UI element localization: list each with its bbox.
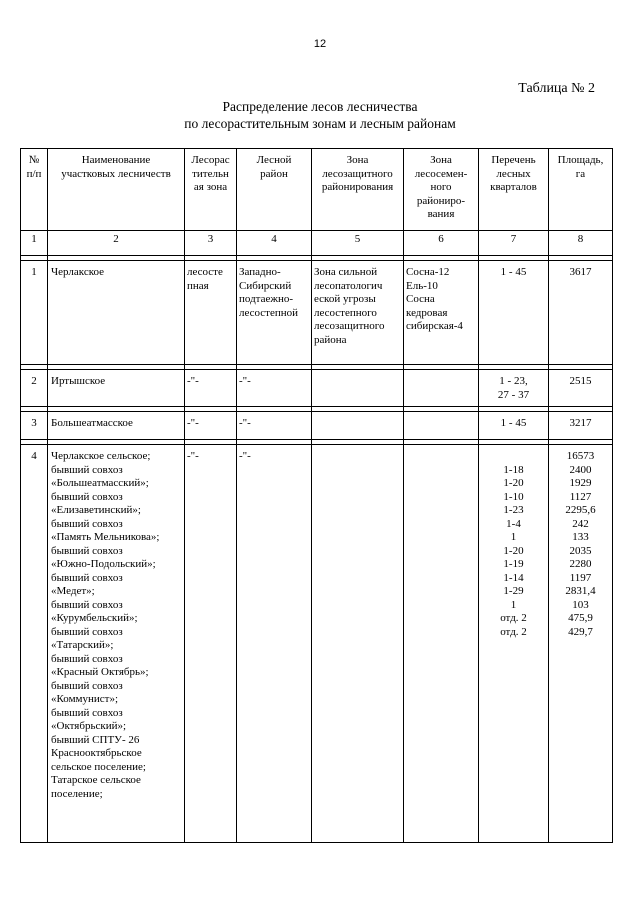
row-seed-zone: [404, 261, 479, 365]
text-line: бывший совхоз: [51, 652, 123, 665]
text-line: лесостепной: [239, 306, 299, 319]
title-line-1: Распределение лесов лесничества: [222, 99, 418, 114]
row-seed-zone: [404, 370, 479, 407]
row-name: [48, 370, 185, 407]
forest-distribution-table: [20, 148, 613, 843]
page-number: 12: [313, 38, 327, 50]
column-number: 7: [479, 231, 549, 256]
row-zone: [185, 412, 237, 440]
text-line: п/п: [26, 167, 42, 180]
row-num: 2: [21, 370, 48, 407]
row-seed-zone: [404, 412, 479, 440]
text-line: Сибирский: [239, 279, 292, 292]
text-line: га: [575, 167, 586, 180]
text-line: тительн: [192, 167, 229, 180]
header-quarters: [479, 149, 549, 231]
row-protect-zone: [312, 445, 404, 843]
text-line: лесосте: [187, 266, 223, 278]
text-line: 3617: [569, 266, 592, 278]
text-line: лесозащитного: [314, 320, 385, 332]
text-line: 1929: [569, 477, 592, 489]
text-line: бывший совхоз: [51, 679, 123, 692]
text-line: 1: [510, 598, 517, 611]
text-line: «Октябрьский»;: [51, 720, 127, 732]
text-line: «Елизаветинский»;: [51, 504, 141, 516]
row-quarters: [479, 370, 549, 407]
text-line: 1-18: [503, 463, 524, 476]
text-line: Зона: [346, 154, 369, 166]
text-line: 2400: [569, 463, 592, 476]
text-line: 1 - 45: [500, 266, 527, 278]
table-body: [21, 256, 613, 843]
text-line: лесозащитного: [322, 167, 393, 180]
text-line: района: [314, 333, 347, 346]
text-line: -"-: [187, 375, 199, 387]
column-number: 1: [21, 231, 48, 256]
row-region: [237, 412, 312, 440]
text-line: отд. 2: [500, 625, 527, 638]
header-zone: [185, 149, 237, 231]
text-line: участковых лесничеств: [61, 167, 171, 180]
text-line: Черлакское сельское;: [51, 450, 151, 462]
text-line: 1-4: [506, 517, 521, 530]
table-row: [21, 261, 613, 365]
row-area: [549, 261, 613, 365]
text-line: 1 - 23,: [499, 375, 528, 387]
text-line: Татарское сельское: [51, 774, 141, 786]
text-line: «Коммунист»;: [51, 693, 119, 705]
row-num: 1: [21, 261, 48, 365]
text-line: лесостепного: [314, 306, 377, 319]
text-line: бывший совхоз: [51, 706, 123, 719]
row-name: [48, 261, 185, 365]
row-zone: [185, 445, 237, 843]
text-line: Западно-: [239, 266, 281, 278]
text-line: 1197: [569, 571, 592, 584]
text-line: 1-20: [503, 477, 524, 489]
table-row: [21, 370, 613, 407]
text-line: Иртышское: [51, 375, 106, 387]
text-line: «Большеатмасский»;: [51, 477, 149, 489]
text-line: бывший совхоз: [51, 544, 123, 557]
table-row: [21, 445, 613, 843]
text-line: кварталов: [490, 181, 537, 193]
text-line: Большеатмасское: [51, 417, 133, 429]
text-line: 429,7: [568, 625, 593, 638]
text-line: подтаежно-: [239, 293, 294, 305]
text-line: 3217: [569, 417, 592, 429]
row-region: [237, 261, 312, 365]
text-line: сибирская-4: [406, 320, 463, 332]
text-line: бывший совхоз: [51, 598, 123, 611]
text-line: 1-14: [503, 571, 524, 584]
text-line: №: [28, 154, 40, 166]
text-line: -"-: [239, 375, 251, 387]
text-line: лесосемен-: [414, 167, 468, 180]
text-line: Лесной: [256, 154, 292, 166]
header-row: [21, 149, 613, 231]
text-line: ного: [430, 181, 452, 193]
text-line: Лесорас: [191, 154, 230, 166]
text-line: бывший совхоз: [51, 517, 123, 530]
row-quarters: [479, 261, 549, 365]
row-zone: [185, 370, 237, 407]
text-line: «Медет»;: [51, 585, 95, 597]
text-line: бывший совхоз: [51, 625, 123, 638]
row-area: [549, 412, 613, 440]
column-number: 8: [549, 231, 613, 256]
text-line: -"-: [187, 450, 199, 462]
text-line: Краснооктябрьское: [51, 747, 142, 759]
text-line: «Южно-Подольский»;: [51, 558, 156, 570]
text-line: лесопатологич: [314, 279, 383, 292]
text-line: бывший СПТУ- 26: [51, 733, 140, 746]
table-label: Таблица № 2: [518, 81, 595, 96]
text-line: Зона сильной: [314, 266, 378, 278]
row-zone: [185, 261, 237, 365]
text-line: районирования: [321, 181, 394, 193]
text-line: бывший совхоз: [51, 463, 123, 476]
text-line: 103: [572, 598, 589, 611]
text-line: Сосна-12: [406, 266, 450, 278]
row-region: [237, 370, 312, 407]
text-line: 2035: [569, 544, 592, 557]
row-num: 3: [21, 412, 48, 440]
header-region: [237, 149, 312, 231]
text-line: район: [260, 167, 288, 180]
text-line: Зона: [430, 154, 452, 166]
table-title: [0, 98, 640, 132]
text-line: Черлакское: [51, 266, 105, 278]
column-number: 3: [185, 231, 237, 256]
text-line: [479, 450, 548, 464]
row-protect-zone: [312, 412, 404, 440]
text-line: 2515: [569, 375, 592, 387]
text-line: 1127: [569, 490, 592, 503]
text-line: «Память Мельникова»;: [51, 531, 160, 543]
row-quarters: [479, 445, 549, 843]
column-number: 2: [48, 231, 185, 256]
text-line: 1-20: [503, 544, 524, 557]
text-line: бывший совхоз: [51, 571, 123, 584]
column-number: 5: [312, 231, 404, 256]
text-line: -"-: [239, 450, 251, 462]
text-line: лесных: [496, 167, 531, 180]
row-region: [237, 445, 312, 843]
title-line-2: по лесорастительным зонам и лесным районам: [184, 116, 456, 131]
text-line: 27 - 37: [497, 388, 530, 401]
text-line: пная: [187, 279, 209, 292]
row-seed-zone: [404, 445, 479, 843]
text-line: поселение;: [51, 787, 103, 800]
text-line: 1-29: [503, 585, 524, 597]
text-line: 1: [510, 531, 517, 543]
text-line: «Курумбельский»;: [51, 612, 138, 624]
row-quarters: [479, 412, 549, 440]
text-line: кедровая: [406, 306, 448, 319]
text-line: 133: [572, 531, 589, 543]
text-line: 1 - 45: [500, 417, 527, 429]
text-line: Перечень: [491, 154, 536, 166]
text-line: Наименование: [81, 154, 151, 166]
header-num: [21, 149, 48, 231]
text-line: 16573: [566, 450, 595, 462]
text-line: «Татарский»;: [51, 639, 114, 651]
text-line: 242: [572, 517, 589, 530]
header-name: [48, 149, 185, 231]
table-row: [21, 412, 613, 440]
text-line: еской угрозы: [314, 293, 376, 305]
text-line: 1-19: [503, 558, 524, 570]
column-number: 4: [237, 231, 312, 256]
text-line: -"-: [239, 417, 251, 429]
row-protect-zone: [312, 370, 404, 407]
row-name: [48, 412, 185, 440]
row-area: [549, 370, 613, 407]
text-line: 475,9: [568, 612, 593, 624]
header-area: [549, 149, 613, 231]
row-area: [549, 445, 613, 843]
text-line: бывший совхоз: [51, 490, 123, 503]
text-line: райониро-: [416, 194, 466, 207]
text-line: 2295,6: [565, 504, 596, 516]
text-line: вания: [427, 208, 455, 220]
text-line: «Красный Октябрь»;: [51, 666, 149, 678]
text-line: сельское поселение;: [51, 760, 146, 773]
text-line: Ель-10: [406, 279, 438, 292]
text-line: 2280: [569, 558, 592, 570]
text-line: 1-10: [503, 490, 524, 503]
text-line: 1-23: [503, 504, 524, 516]
row-num: 4: [21, 445, 48, 843]
row-protect-zone: [312, 261, 404, 365]
text-line: 2831,4: [565, 585, 596, 597]
text-line: -"-: [187, 417, 199, 429]
row-name: [48, 445, 185, 843]
text-line: Сосна: [406, 293, 435, 305]
header-seed-zone: [404, 149, 479, 231]
column-number: 6: [404, 231, 479, 256]
text-line: ая зона: [193, 181, 228, 193]
column-number-row: [21, 231, 613, 256]
header-protect-zone: [312, 149, 404, 231]
text-line: отд. 2: [500, 612, 527, 624]
text-line: Площадь,: [557, 154, 604, 166]
